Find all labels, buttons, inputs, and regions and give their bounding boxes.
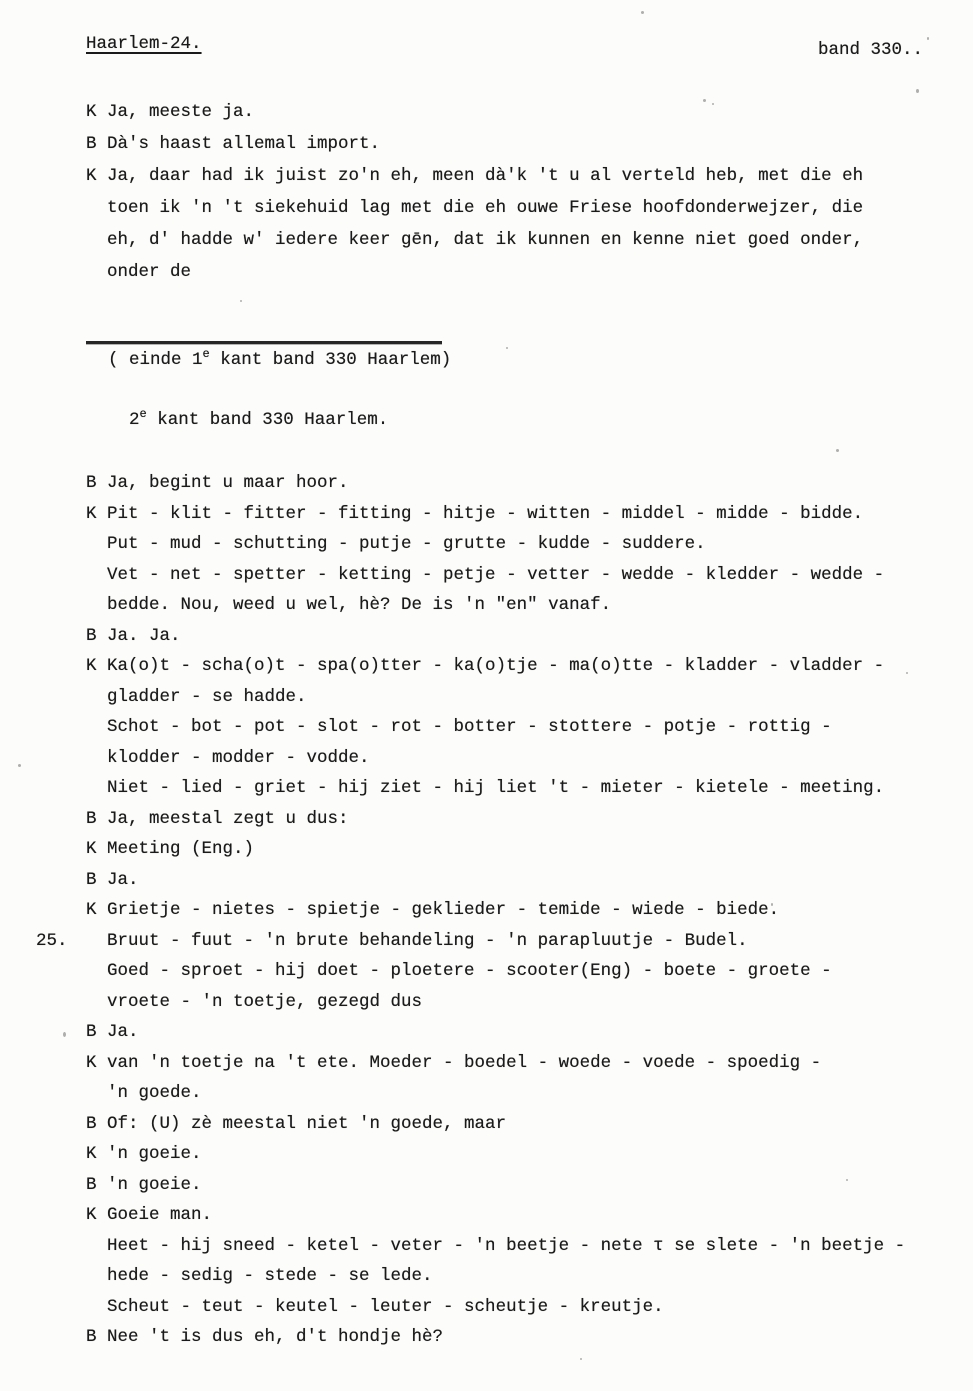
- dialogue-block-1: [86, 96, 863, 288]
- transcript-line: [86, 1109, 905, 1140]
- page-title: Haarlem-24.: [86, 34, 202, 54]
- transcript-line: [86, 160, 863, 192]
- line-text: Ja, meestal zegt u dus:: [107, 808, 349, 829]
- margin-line-number: 25.: [36, 930, 68, 951]
- line-text: Ja, begint u maar hoor.: [107, 473, 349, 493]
- speaker-label: B: [86, 1174, 97, 1195]
- transcript-line: [86, 1078, 905, 1109]
- line-text: Vet - net - spetter - ketting - petje - vetter - wedde - kledder - wedde -: [107, 564, 885, 585]
- transcript-line: [86, 1139, 905, 1170]
- transcript-line: [86, 128, 863, 160]
- line-text: klodder - modder - vodde.: [107, 747, 370, 768]
- scan-speck: [846, 1179, 848, 1181]
- scan-speck: [703, 99, 706, 102]
- transcript-line: [86, 224, 863, 256]
- side1-end-note: [108, 345, 451, 377]
- line-text: Goed - sproet - hij doet - ploetere - scooter(Eng) - boete - groete -: [107, 961, 832, 981]
- speaker-label: K: [86, 1052, 97, 1073]
- speaker-label: K: [86, 503, 97, 524]
- transcript-line: [86, 773, 905, 804]
- speaker-label: B: [86, 1327, 97, 1347]
- speaker-label: K: [86, 102, 97, 122]
- transcript-line: [86, 651, 905, 682]
- transcript-line: [86, 834, 905, 865]
- line-text: Ja, meeste ja.: [107, 102, 255, 122]
- line-text: Heet - hij sneed - ketel - veter - 'n beetje - nete τ se slete - 'n beetje -: [107, 1235, 906, 1256]
- line-text: Ja.: [107, 1022, 139, 1042]
- speaker-label: K: [86, 900, 97, 920]
- line-text: Goeie man.: [107, 1205, 213, 1225]
- line-text: vroete - 'n toetje, gezegd dus: [107, 991, 423, 1012]
- transcript-line: [86, 1322, 905, 1353]
- transcript-line: [86, 1048, 905, 1079]
- speaker-label: B: [86, 869, 97, 890]
- line-text: Grietje - nietes - spietje - geklieder - temide - wiede - biede.: [107, 900, 780, 920]
- line-text: Ja. Ja.: [107, 625, 181, 646]
- scan-speck: [63, 1032, 66, 1037]
- transcript-line: [108, 345, 451, 377]
- line-text: onder de: [107, 262, 192, 282]
- transcript-line: [86, 499, 905, 530]
- line-text: eh, d' hadde w' iedere keer gēn, dat ik kunnen en kenne niet goed onder,: [107, 230, 864, 250]
- transcript-line: [86, 560, 905, 591]
- transcript-line: [86, 1170, 905, 1201]
- band-label: band 330..: [818, 40, 924, 60]
- line-text: Ja, daar had ik juist zo'n eh, meen dà'k 't u al verteld heb, met die eh: [107, 166, 864, 186]
- line-text: Dà's haast allemal import.: [107, 134, 381, 154]
- transcript-line: [86, 987, 905, 1018]
- line-text: bedde. Nou, weed u wel, hè? De is 'n "en" vanaf.: [107, 595, 612, 615]
- line-text: Meeting (Eng.): [107, 839, 255, 859]
- side2-heading: [108, 405, 388, 437]
- line-text: 'n goeie.: [107, 1144, 202, 1164]
- scan-speck: [771, 903, 773, 906]
- speaker-label: B: [86, 808, 97, 829]
- line-text: Schot - bot - pot - slot - rot - botter - stottere - potje - rottig -: [107, 717, 832, 737]
- speaker-label: K: [86, 839, 97, 859]
- transcript-line: [86, 865, 905, 896]
- scan-speck: [927, 37, 929, 40]
- line-text: toen ik 'n 't siekehuid lag met die eh ouwe Friese hoofdonderwejzer, die: [107, 198, 864, 218]
- scan-speck: [641, 11, 644, 14]
- transcript-line: [86, 529, 905, 560]
- speaker-label: B: [86, 625, 97, 646]
- transcript-line: [86, 96, 863, 128]
- superscript: e: [139, 407, 147, 421]
- transcript-line: [86, 192, 863, 224]
- transcript-line: [86, 895, 905, 926]
- line-text: Niet - lied - griet - hij ziet - hij liet 't - mieter - kietele - meeting.: [107, 778, 885, 798]
- tape-side-divider: [86, 341, 442, 344]
- transcript-line: [86, 682, 905, 713]
- speaker-label: K: [86, 1205, 97, 1225]
- dialogue-block-2: [36, 468, 906, 1353]
- line-text: Pit - klit - fitter - fitting - hitje - witten - middel - midde - bidde.: [107, 503, 864, 524]
- transcript-line: [86, 804, 905, 835]
- transcript-line: [86, 256, 863, 288]
- speaker-label: B: [86, 134, 97, 154]
- line-text: hede - sedig - stede - se lede.: [107, 1266, 433, 1286]
- line-text: 'n goede.: [107, 1083, 202, 1103]
- line-text: 'n goeie.: [107, 1174, 202, 1195]
- line-text: van 'n toetje na 't ete. Moeder - boedel - woede - voede - spoedig -: [107, 1052, 822, 1073]
- transcript-line: [86, 468, 905, 499]
- scan-speck: [240, 300, 242, 302]
- scan-speck: [18, 764, 21, 767]
- scan-speck: [506, 347, 508, 349]
- speaker-label: K: [86, 1144, 97, 1164]
- line-text: Of: (U) zè meestal niet 'n goede, maar: [107, 1113, 507, 1134]
- scan-speck: [836, 449, 839, 452]
- transcript-line: [86, 712, 905, 743]
- line-text: ( einde 1e kant band 330 Haarlem): [108, 347, 452, 370]
- scan-speck: [906, 672, 908, 674]
- transcript-line: [86, 1292, 905, 1323]
- speaker-label: K: [86, 656, 97, 676]
- line-text: Scheut - teut - keutel - leuter - scheutje - kreutje.: [107, 1296, 664, 1317]
- transcript-line: [86, 1017, 905, 1048]
- transcript-line: [86, 1200, 905, 1231]
- scan-speck: [712, 103, 714, 105]
- transcript-line: [86, 590, 905, 621]
- line-text: Nee 't is dus eh, d't hondje hè?: [107, 1327, 444, 1347]
- line-text: Put - mud - schutting - putje - grutte - kudde - suddere.: [107, 534, 706, 554]
- line-text: Ja.: [107, 869, 139, 890]
- transcript-line: [86, 621, 905, 652]
- transcript-line: [86, 956, 905, 987]
- line-text: Bruut - fuut - 'n brute behandeling - 'n parapluutje - Budel.: [107, 930, 748, 951]
- transcript-line: [86, 1231, 905, 1262]
- speaker-label: K: [86, 166, 97, 186]
- transcript-line: [86, 1261, 905, 1292]
- transcript-line: [36, 926, 905, 957]
- line-text: 2e kant band 330 Haarlem.: [129, 407, 389, 430]
- line-text: gladder - se hadde.: [107, 686, 307, 707]
- scan-speck: [916, 89, 919, 93]
- line-text: Ka(o)t - scha(o)t - spa(o)tter - ka(o)tje - ma(o)tte - kladder - vladder -: [107, 656, 885, 676]
- scan-speck: [580, 1358, 582, 1360]
- speaker-label: B: [86, 1113, 97, 1134]
- speaker-label: B: [86, 473, 97, 493]
- speaker-label: B: [86, 1022, 97, 1042]
- transcript-line: [108, 405, 388, 437]
- superscript: e: [202, 347, 210, 361]
- transcript-line: [86, 743, 905, 774]
